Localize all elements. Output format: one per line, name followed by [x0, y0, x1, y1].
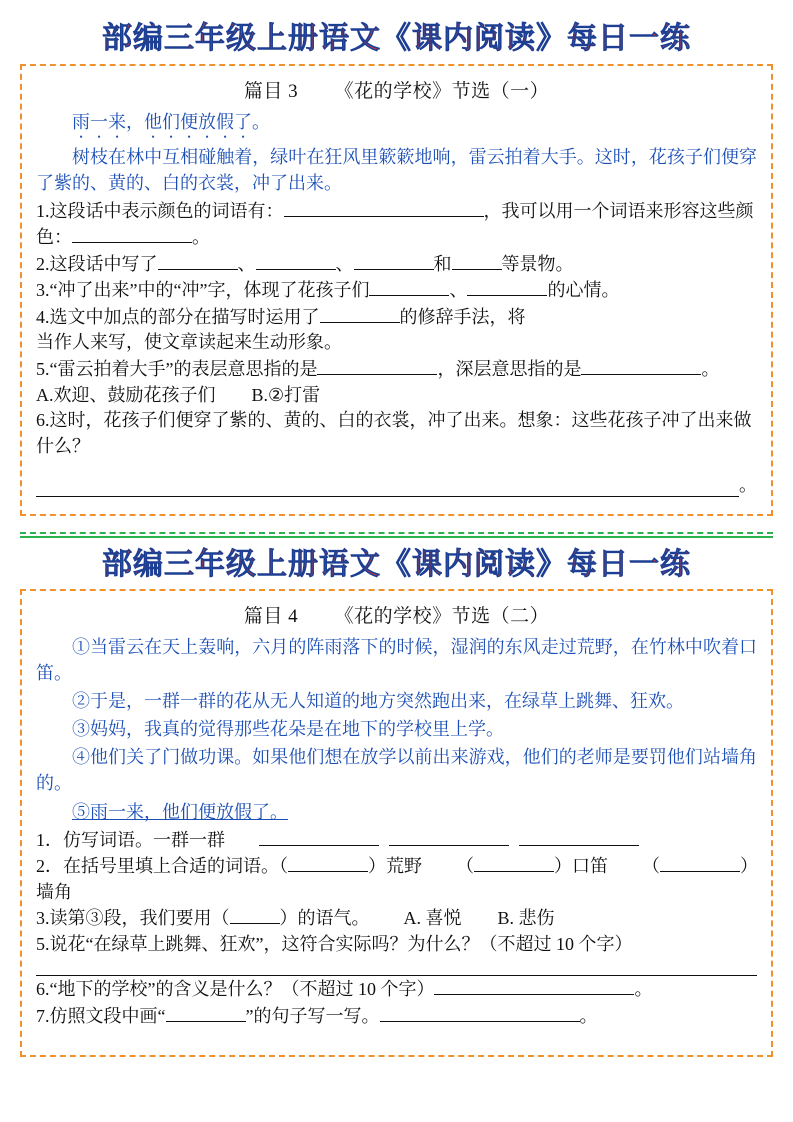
worksheet-2-question-3: [36, 905, 757, 932]
q2-blank-3[interactable]: [354, 251, 434, 270]
q4-tail-a: 的修辞手法，将: [399, 306, 526, 327]
worksheet-2-passage-line-5: ⑤雨一来，他们便放假了。: [72, 801, 288, 822]
worksheet-2-passage-line-3: ③妈妈，我真的觉得那些花朵是在地下的学校里上学。: [72, 719, 504, 740]
q3-text: 3.“冲了出来”中的“冲”字，体现了花孩子们: [36, 280, 370, 301]
worksheet-1-passage-line-2: 树枝在林中互相碰触着，绿叶在狂风里簌簌地响，雷云拍着大手。这时，花孩子们便穿了紫的、黄的、白的衣裳，冲了出来。: [36, 146, 757, 193]
w2-q2-blank-2[interactable]: [474, 853, 554, 872]
worksheet-1-box: [20, 64, 773, 516]
worksheet-2-subtitle: [36, 601, 757, 628]
q5-blank-1[interactable]: [317, 356, 437, 375]
worksheet-1-answer-blank[interactable]: [36, 477, 739, 497]
w2-q1-blank-3[interactable]: [519, 827, 639, 846]
worksheet-1-question-5-options: A.欢迎、鼓励花孩子们 B.②打雷: [36, 384, 321, 405]
page-divider: [20, 522, 773, 544]
q1-text-a: 1.这段话中表示颜色的词语有：: [36, 200, 284, 221]
worksheet-1-question-3: 3.“冲了出来”中的“冲”字，体现了花孩子们 、 的心情。: [36, 277, 757, 304]
w2-q2-item-2: ）口笛: [554, 856, 608, 877]
w2-q1-blank-1[interactable]: [259, 827, 379, 846]
worksheet-1-passage-line-1: 雨一来，他们便放假了。: [72, 111, 270, 132]
worksheet-2-question-5: 5.说花“在绿草上跳舞、狂欢”，这符合实际吗？为什么？（不超过 10 个字）: [36, 933, 633, 954]
worksheet-2: [20, 548, 773, 1058]
w2-q3-blank[interactable]: [230, 905, 280, 924]
worksheet-1-subtitle: [36, 76, 757, 103]
q1-blank-1[interactable]: [284, 198, 484, 217]
w2-q6-endmark: 。: [634, 978, 653, 999]
q5-blank-2[interactable]: [581, 356, 701, 375]
worksheet-2-subtitle-text: 《花的学校》节选（二）: [334, 606, 550, 627]
worksheet-2-subtitle-label: 篇目 4: [243, 606, 299, 627]
q3-blank-2[interactable]: [467, 277, 547, 296]
worksheet-2-banner: 部编三年级上册语文《课内阅读》每日一练: [102, 547, 691, 581]
q2-blank-4[interactable]: [452, 251, 502, 270]
w2-q1-text: 1．仿写词语。一群一群: [36, 829, 225, 850]
w2-q2-blank-3[interactable]: [660, 853, 740, 872]
worksheet-2-passage-line-1: ①当雷云在天上轰响，六月的阵雨落下的时候，湿润的东风走过荒野，在竹林中吹着口笛。: [36, 637, 757, 684]
q2-blank-1[interactable]: [158, 251, 238, 270]
worksheet-1: [20, 22, 773, 516]
w2-q7-text-a: 7.仿照文段中画“: [36, 1005, 166, 1026]
q2-blank-2[interactable]: [256, 251, 336, 270]
worksheet-1-answer-line[interactable]: [36, 471, 757, 497]
worksheet-2-question-2: 2．在括号里填上合适的词语。（ ）荒野 （ ）口笛 （ ）墙角: [36, 853, 757, 905]
w2-q7-text-b: ”的句子写一写。: [245, 1005, 380, 1026]
divider-dashed: [20, 532, 773, 534]
w2-q6-blank[interactable]: [434, 976, 634, 995]
worksheet-1-subtitle-label: 篇目 3: [243, 80, 299, 102]
w2-q2-item-3: ）墙角: [36, 856, 749, 902]
worksheet-1-answer-endmark: 。: [739, 475, 757, 496]
w2-q7-blank-inline[interactable]: [166, 1003, 246, 1022]
q1-text-b: ，我可以用一个词语来形容这些颜色：: [36, 200, 754, 248]
w2-q2-item-1: ）荒野: [368, 856, 422, 877]
q3-tail: 的心情。: [547, 280, 620, 301]
worksheet-1-question-6: 6.这时，花孩子们便穿了紫的、黄的、白的衣裳，冲了出来。想象：这些花孩子冲了出来做什么？: [36, 410, 752, 456]
worksheet-1-question-5: 5.“雷云拍着大手”的表层意思指的是 ，深层意思指的是 。: [36, 356, 757, 383]
divider-solid: [20, 536, 773, 538]
worksheet-2-question-1: [36, 827, 757, 854]
worksheet-1-question-4-cont: 当作人来写，使文章读起来生动形象。: [36, 332, 342, 353]
worksheet-2-passage-line-4: ④他们关了门做功课。如果他们想在放学以前出来游戏，他们的老师是要罚他们站墙角的。: [36, 747, 757, 794]
w2-q7-blank[interactable]: [380, 1003, 580, 1022]
worksheet-1-banner: 部编三年级上册语文《课内阅读》每日一练: [102, 22, 691, 55]
w2-q1-blank-2[interactable]: [389, 827, 509, 846]
w2-q3-tail: ）的语气。: [279, 908, 370, 929]
worksheet-1-subtitle-text: 《花的学校》节选（一）: [334, 80, 550, 102]
w2-q6-text: 6.“地下的学校”的含义是什么？（不超过 10 个字）: [36, 978, 435, 999]
q2-text: 2.这段话中写了: [36, 253, 158, 274]
worksheet-2-question-6: [36, 976, 757, 1003]
worksheet-1-question-2: 2.这段话中写了 、 、 和 等景物。: [36, 251, 757, 278]
q5-text: 5.“雷云拍着大手”的表层意思指的是: [36, 358, 318, 379]
w2-q3-options: A. 喜悦 B. 悲伤: [403, 908, 555, 929]
w2-q3-text: 3.读第③段，我们要用（: [36, 908, 230, 929]
w2-q2-text: 2．在括号里填上合适的词语。（: [36, 856, 288, 877]
q1-blank-2[interactable]: [72, 224, 192, 243]
worksheet-2-box: [20, 589, 773, 1057]
worksheet-1-question-4: [36, 304, 757, 331]
q2-tail: 等景物。: [501, 253, 574, 274]
q3-blank-1[interactable]: [369, 277, 449, 296]
q4-blank-1[interactable]: [320, 304, 400, 323]
worksheet-2-passage-line-2: ②于是，一群一群的花从无人知道的地方突然跑出来，在绿草上跳舞、狂欢。: [72, 691, 684, 712]
w2-q2-blank-1[interactable]: [288, 853, 368, 872]
w2-q5-answer-blank[interactable]: [36, 957, 757, 976]
worksheet-2-question-7: [36, 1003, 757, 1030]
q4-text: 4.选文中加点的部分在描写时运用了: [36, 306, 320, 327]
q5-mid: ，深层意思指的是: [437, 358, 582, 379]
worksheet-1-question-1: 1.这段话中表示颜色的词语有： ，我可以用一个词语来形容这些颜色： 。: [36, 198, 757, 251]
w2-q7-endmark: 。: [579, 1005, 598, 1026]
